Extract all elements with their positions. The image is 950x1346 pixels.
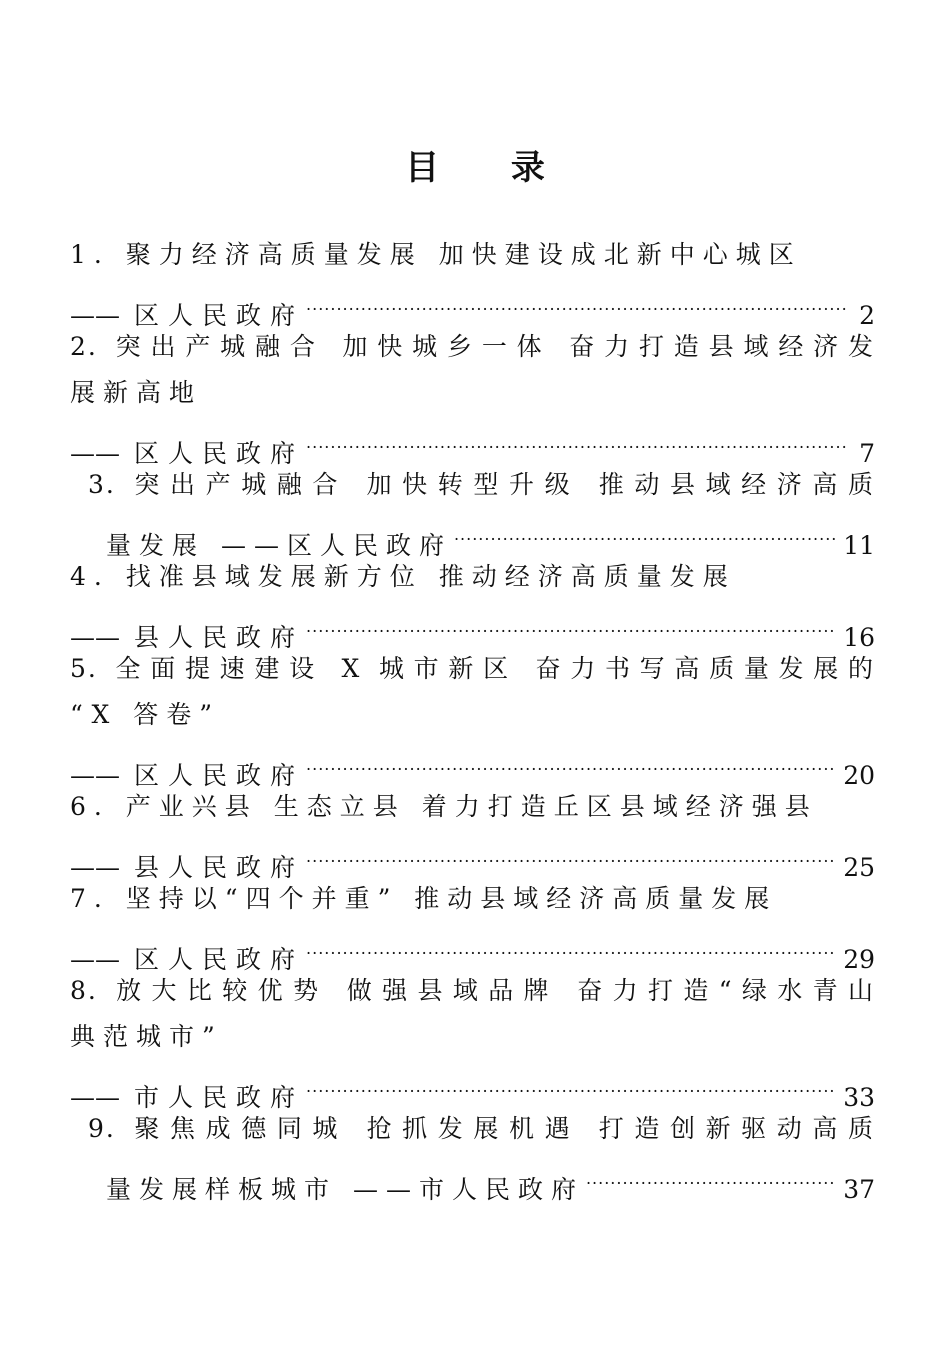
- toc-entry-source: 区人民政府: [134, 945, 305, 974]
- toc-entry-page: 37: [843, 1175, 875, 1204]
- dot-leader: [306, 600, 837, 646]
- toc-entry-dash: ——: [70, 623, 120, 652]
- toc-entry-title[interactable]: 3. 突出产城融合 加快转型升级 推动县域经济高质: [88, 470, 875, 499]
- toc-entry-page: 29: [843, 945, 875, 974]
- toc-entry-source: 区人民政府: [134, 301, 305, 330]
- page-title: 目 录: [405, 148, 575, 188]
- toc-entry-source-line[interactable]: [70, 508, 875, 560]
- dot-leader: [454, 508, 837, 554]
- toc-entry-title[interactable]: 4. 找准县域发展新方位 推动经济高质量发展: [70, 562, 736, 591]
- toc-entry-title[interactable]: 2. 突出产城融合 加快城乡一体 奋力打造县域经济发: [70, 332, 875, 361]
- toc-entry-title-continued[interactable]: 典范城市”: [70, 1022, 223, 1051]
- toc-entry-dash: ——: [70, 853, 120, 882]
- toc-entry-source-line[interactable]: [70, 278, 875, 330]
- toc-entry-source-line[interactable]: [70, 600, 875, 652]
- toc-entry-dash: ——: [70, 1083, 120, 1112]
- toc-entry-title-continued: 量发展 ——区人民政府: [106, 531, 452, 560]
- toc-entry-source-line[interactable]: [70, 416, 875, 468]
- dot-leader: [306, 922, 837, 968]
- toc-entry-source: 市人民政府: [134, 1083, 305, 1112]
- toc-entry-title[interactable]: 1. 聚力经济高质量发展 加快建设成北新中心城区: [70, 240, 802, 269]
- toc-entry-title[interactable]: 8. 放大比较优势 做强县域品牌 奋力打造“绿水青山: [70, 976, 875, 1005]
- toc-entry-dash: ——: [70, 301, 120, 330]
- toc-entry-title-continued[interactable]: “X 答卷”: [70, 700, 221, 729]
- toc-entry-source-line[interactable]: [70, 922, 875, 974]
- toc-entry-page: 11: [843, 531, 875, 560]
- toc-entry-page: 25: [843, 853, 875, 882]
- toc-entry-source: 区人民政府: [134, 761, 305, 790]
- toc-entry-source-line[interactable]: [70, 1060, 875, 1112]
- table-of-contents: [70, 232, 875, 1204]
- toc-entry-page: 33: [843, 1083, 875, 1112]
- toc-entry-title[interactable]: 6. 产业兴县 生态立县 着力打造丘区县域经济强县: [70, 792, 818, 821]
- toc-entry-dash: ——: [70, 761, 120, 790]
- toc-entry-page: 7: [859, 439, 875, 468]
- toc-entry-dash: ——: [70, 439, 120, 468]
- toc-entry-title[interactable]: 5. 全面提速建设 X 城市新区 奋力书写高质量发展的: [70, 654, 875, 683]
- dot-leader: [306, 278, 849, 324]
- toc-entry-page: 20: [843, 761, 875, 790]
- toc-entry-source: 县人民政府: [134, 623, 305, 652]
- toc-entry-dash: ——: [70, 945, 120, 974]
- toc-entry-title[interactable]: 9. 聚焦成德同城 抢抓发展机遇 打造创新驱动高质: [88, 1114, 875, 1143]
- toc-entry-source-line[interactable]: [70, 1152, 875, 1204]
- toc-entry-title-continued: 量发展样板城市 ——市人民政府: [106, 1175, 584, 1204]
- toc-entry-title-continued[interactable]: 展新高地: [70, 378, 203, 407]
- toc-entry-source-line[interactable]: [70, 830, 875, 882]
- toc-entry-page: 2: [859, 301, 875, 330]
- dot-leader: [306, 1060, 837, 1106]
- dot-leader: [306, 416, 849, 462]
- toc-entry-source: 县人民政府: [134, 853, 305, 882]
- dot-leader: [306, 738, 837, 784]
- toc-entry-page: 16: [843, 623, 875, 652]
- dot-leader: [306, 830, 837, 876]
- toc-entry-title[interactable]: 7. 坚持以“四个并重” 推动县域经济高质量发展: [70, 884, 778, 913]
- toc-entry-source-line[interactable]: [70, 738, 875, 790]
- toc-entry-source: 区人民政府: [134, 439, 305, 468]
- dot-leader: [586, 1152, 837, 1198]
